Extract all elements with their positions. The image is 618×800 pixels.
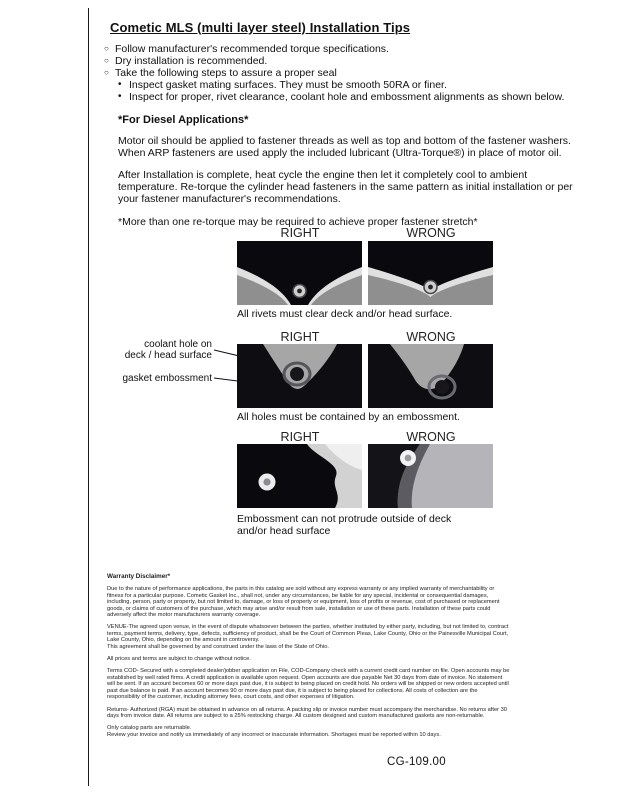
- embossment-outside-deck-diagram: [368, 444, 493, 508]
- right-label-row3: RIGHT: [280, 430, 320, 444]
- rivet-clear-diagram: [237, 241, 362, 305]
- diesel-paragraph-1: Motor oil should be applied to fastener threads as well as top and bottom of the fastener washers. When ARP fasteners are used apply the included lubricant (Ultra-Torque®) in place of motor oil.: [118, 134, 571, 159]
- prices-terms-line: All prices and terms are subject to change without notice.: [107, 656, 251, 663]
- gasket-embossment-callout: gasket embossment: [122, 373, 212, 384]
- right-label-row1: RIGHT: [280, 226, 320, 240]
- diesel-paragraph-2: After Installation is complete, heat cycle the engine then let it completely cool to ambient temperature. Re-torque the cylinder head fasteners in the same pattern as initial installation or per your fastener manufacturer's recommendations.: [118, 169, 573, 205]
- open-bullet-icon: ○: [104, 56, 109, 65]
- figure-embossment-wrong: [368, 344, 493, 408]
- filled-bullet-icon: •: [118, 91, 122, 102]
- caption-line: Embossment can not protrude outside of deck: [237, 513, 452, 525]
- figure-caption-row2: All holes must be contained by an embossment.: [237, 411, 460, 423]
- right-label-row2: RIGHT: [280, 330, 320, 344]
- sub-bullet-item: [118, 91, 594, 103]
- hole-contained-diagram: [237, 344, 362, 408]
- figure-protrusion-right: [237, 444, 362, 508]
- open-bullet-icon: ○: [104, 68, 109, 77]
- callout-line: deck / head surface: [124, 350, 212, 361]
- terms-cod-paragraph: Terms COD- Secured with a completed dealer/jobber application on File, COD-Company check with a current credit card number on file. Open accounts may be established by well rated firms. A credit application is available upon request. Open accounts are due payable Net 30 days from date of invoice. No statement will be sent. If an account becomes 60 or more days past due, it is subject to being placed on credit hold. No orders will be shipped or new orders accepted until past due balance is paid. If an account becomes 90 or more days past due, it is subject to being placed for collections. All costs of collection are the responsibility of the customer, including attorney fees, court costs, and other expenses of litigation.: [107, 668, 510, 701]
- figure-protrusion-wrong: [368, 444, 493, 508]
- governing-law-line: This agreement shall be governed by and construed under the laws of the State of Ohio.: [107, 643, 329, 650]
- diesel-heading: *For Diesel Applications*: [118, 114, 249, 126]
- returns-paragraph: Returns- Authorized (RGA) must be obtained in advance on all returns. A packing slip or invoice number must accompany the merchandise. No returns after 30 days from invoice date. All returns are subject to a 25% restocking charge. All custom designed and custom manufactured gaskets are non-returnable.: [107, 706, 507, 719]
- figure-caption-row3: [237, 513, 451, 537]
- tips-bullet-list: [104, 43, 594, 103]
- embossment-inside-deck-diagram: [237, 444, 362, 508]
- disclaimer-paragraph: Due to the nature of performance applications, the parts in this catalog are sold without any express warranty or any implied warranty of merchantability or fitness for a particular purpose. Cometic Gasket Inc., shall not, under any circumstances, be liable for any special, incidental or consequential damages, including, person, party or property, but not limited to, damage, or loss of property or equipment, loss of profits or revenue, cost of purchased or replacement goods, or claims of customers of the purchase, which may arise and/or result from sale, installation or use of these parts. Installation of these parts could adversely affect the motor manufacturers warranty coverage.: [107, 586, 500, 619]
- callout-line: coolant hole on: [144, 339, 212, 350]
- page-code: CG-109.00: [387, 756, 446, 768]
- wrong-label-row2: WRONG: [406, 330, 456, 344]
- bullet-text: Take the following steps to assure a proper seal: [115, 67, 337, 79]
- caption-line: and/or head surface: [237, 525, 331, 537]
- rivet-touching-diagram: [368, 241, 493, 305]
- figure-rivet-right: [237, 241, 362, 305]
- venue-paragraph: VENUE-The agreed upon venue, in the event of dispute whatsoever between the parties, whether instituted by either party, including, but not limited to, contract terms, payment terms, delivery, type, defects, sufficiency of product, shall be the Court of Common Pleas, Lake County, Ohio or the Painesville Municipal Court, Lake County, Ohio, depending on the amount in controversy.: [107, 624, 509, 644]
- bullet-text: Inspect for proper, rivet clearance, coolant hole and embossment alignments as shown below.: [129, 91, 565, 103]
- diesel-applications-section: [118, 115, 586, 240]
- figure-rivet-wrong: [368, 241, 493, 305]
- bullet-text: Inspect gasket mating surfaces. They must be smooth 50RA or finer.: [129, 79, 447, 91]
- figure-embossment-right: [237, 344, 362, 408]
- wrong-label-row3: WRONG: [406, 430, 456, 444]
- wrong-label-row1: WRONG: [406, 226, 456, 240]
- hole-not-contained-diagram: [368, 344, 493, 408]
- bullet-item: [104, 67, 594, 79]
- coolant-hole-callout: [118, 339, 212, 361]
- bullet-item: [104, 43, 594, 55]
- retorque-note: *More than one re-torque may be required to achieve proper fastener stretch*: [118, 215, 478, 228]
- filled-bullet-icon: •: [118, 79, 122, 90]
- open-bullet-icon: ○: [104, 44, 109, 53]
- bullet-text: Follow manufacturer's recommended torque specifications.: [115, 43, 389, 55]
- figure-caption-row1: All rivets must clear deck and/or head surface.: [237, 308, 453, 320]
- page-title: Cometic MLS (multi layer steel) Installation Tips: [110, 20, 411, 35]
- warranty-disclaimer-section: [107, 574, 511, 738]
- disclaimer-heading: Warranty Disclaimer*: [107, 573, 171, 580]
- bullet-item: [104, 55, 594, 67]
- invoice-review-line: Review your invoice and notify us immediately of any incorrect or inaccurate information. Shortages must be reported within 10 days.: [107, 731, 441, 738]
- sub-bullet-item: [118, 79, 594, 91]
- catalog-parts-line: Only catalog parts are returnable.: [107, 725, 192, 732]
- bullet-text: Dry installation is recommended.: [115, 55, 268, 67]
- left-margin-rule: [88, 8, 89, 786]
